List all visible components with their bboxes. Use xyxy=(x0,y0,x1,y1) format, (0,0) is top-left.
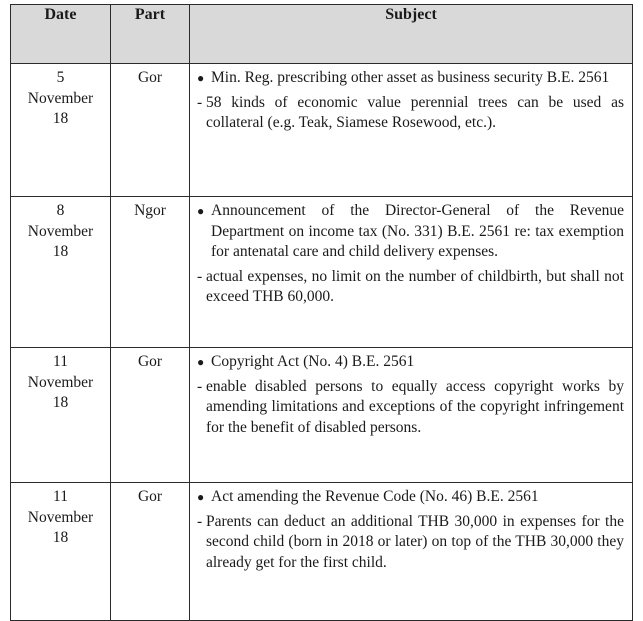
subject-cell xyxy=(190,64,633,197)
subject-detail-text: actual expenses, no limit on the number of childbirth, but shall not exceed THB 60,000. xyxy=(206,267,624,305)
date-month: November xyxy=(27,373,94,391)
subject-cell xyxy=(190,197,633,348)
subject-title xyxy=(197,68,624,89)
subject-detail xyxy=(197,267,624,308)
date-day: 5 xyxy=(56,69,65,86)
bullet-icon: ● xyxy=(197,355,205,369)
header-row xyxy=(11,5,633,64)
subject-cell xyxy=(190,348,633,483)
regulations-table xyxy=(10,4,633,621)
part-cell: Ngor xyxy=(111,197,190,348)
date-cell xyxy=(11,64,111,197)
subject-title-text: Copyright Act (No. 4) B.E. 2561 xyxy=(211,353,415,370)
subject-title-text: Act amending the Revenue Code (No. 46) B.E. 2561 xyxy=(211,488,539,505)
date-year: 18 xyxy=(52,529,69,546)
bullet-icon: ● xyxy=(197,71,205,85)
dash-marker: - xyxy=(197,267,203,285)
date-day: 11 xyxy=(53,488,68,505)
date-year: 18 xyxy=(52,243,69,260)
subject-detail-text: enable disabled persons to equally access copyright works by amending limitations and exceptions of the copyright infringement for the benefit of disabled persons. xyxy=(206,377,624,436)
date-month: November xyxy=(27,89,94,107)
header-part: Part xyxy=(111,5,190,64)
table-row xyxy=(11,483,633,621)
date-month: November xyxy=(27,508,94,526)
date-month: November xyxy=(27,222,94,240)
subject-title xyxy=(197,201,624,263)
date-day: 8 xyxy=(56,202,65,219)
subject-cell xyxy=(190,483,633,621)
subject-title xyxy=(197,487,624,508)
subject-detail xyxy=(197,377,624,439)
subject-detail-text: Parents can deduct an additional THB 30,000 in expenses for the second child (born in 2018 or later) on top of the THB 30,000 they already get for the first child. xyxy=(206,512,624,571)
header-date: Date xyxy=(11,5,111,64)
part-cell: Gor xyxy=(111,348,190,483)
bullet-icon: ● xyxy=(197,204,205,218)
header-subject: Subject xyxy=(190,5,633,64)
date-cell xyxy=(11,348,111,483)
table-row xyxy=(11,348,633,483)
dash-marker: - xyxy=(197,512,203,530)
subject-detail xyxy=(197,93,624,134)
date-year: 18 xyxy=(52,394,69,411)
date-cell xyxy=(11,197,111,348)
subject-detail xyxy=(197,512,624,574)
subject-title xyxy=(197,352,624,373)
date-day: 11 xyxy=(53,353,68,370)
date-cell xyxy=(11,483,111,621)
dash-marker: - xyxy=(197,377,203,395)
subject-title-text: Min. Reg. prescribing other asset as business security B.E. 2561 xyxy=(211,69,610,86)
table-row xyxy=(11,197,633,348)
date-year: 18 xyxy=(52,110,69,127)
part-cell: Gor xyxy=(111,64,190,197)
dash-marker: - xyxy=(197,93,203,111)
bullet-icon: ● xyxy=(197,490,205,504)
subject-title-text: Announcement of the Director-General of the Revenue Department on income tax (No. 331) B.E. 2561 re: tax exemption for antenatal care and child delivery expenses. xyxy=(211,202,624,260)
subject-detail-text: 58 kinds of economic value perennial trees can be used as collateral (e.g. Teak, Siamese Rosewood, etc.). xyxy=(206,93,624,131)
part-cell: Gor xyxy=(111,483,190,621)
table-row xyxy=(11,64,633,197)
